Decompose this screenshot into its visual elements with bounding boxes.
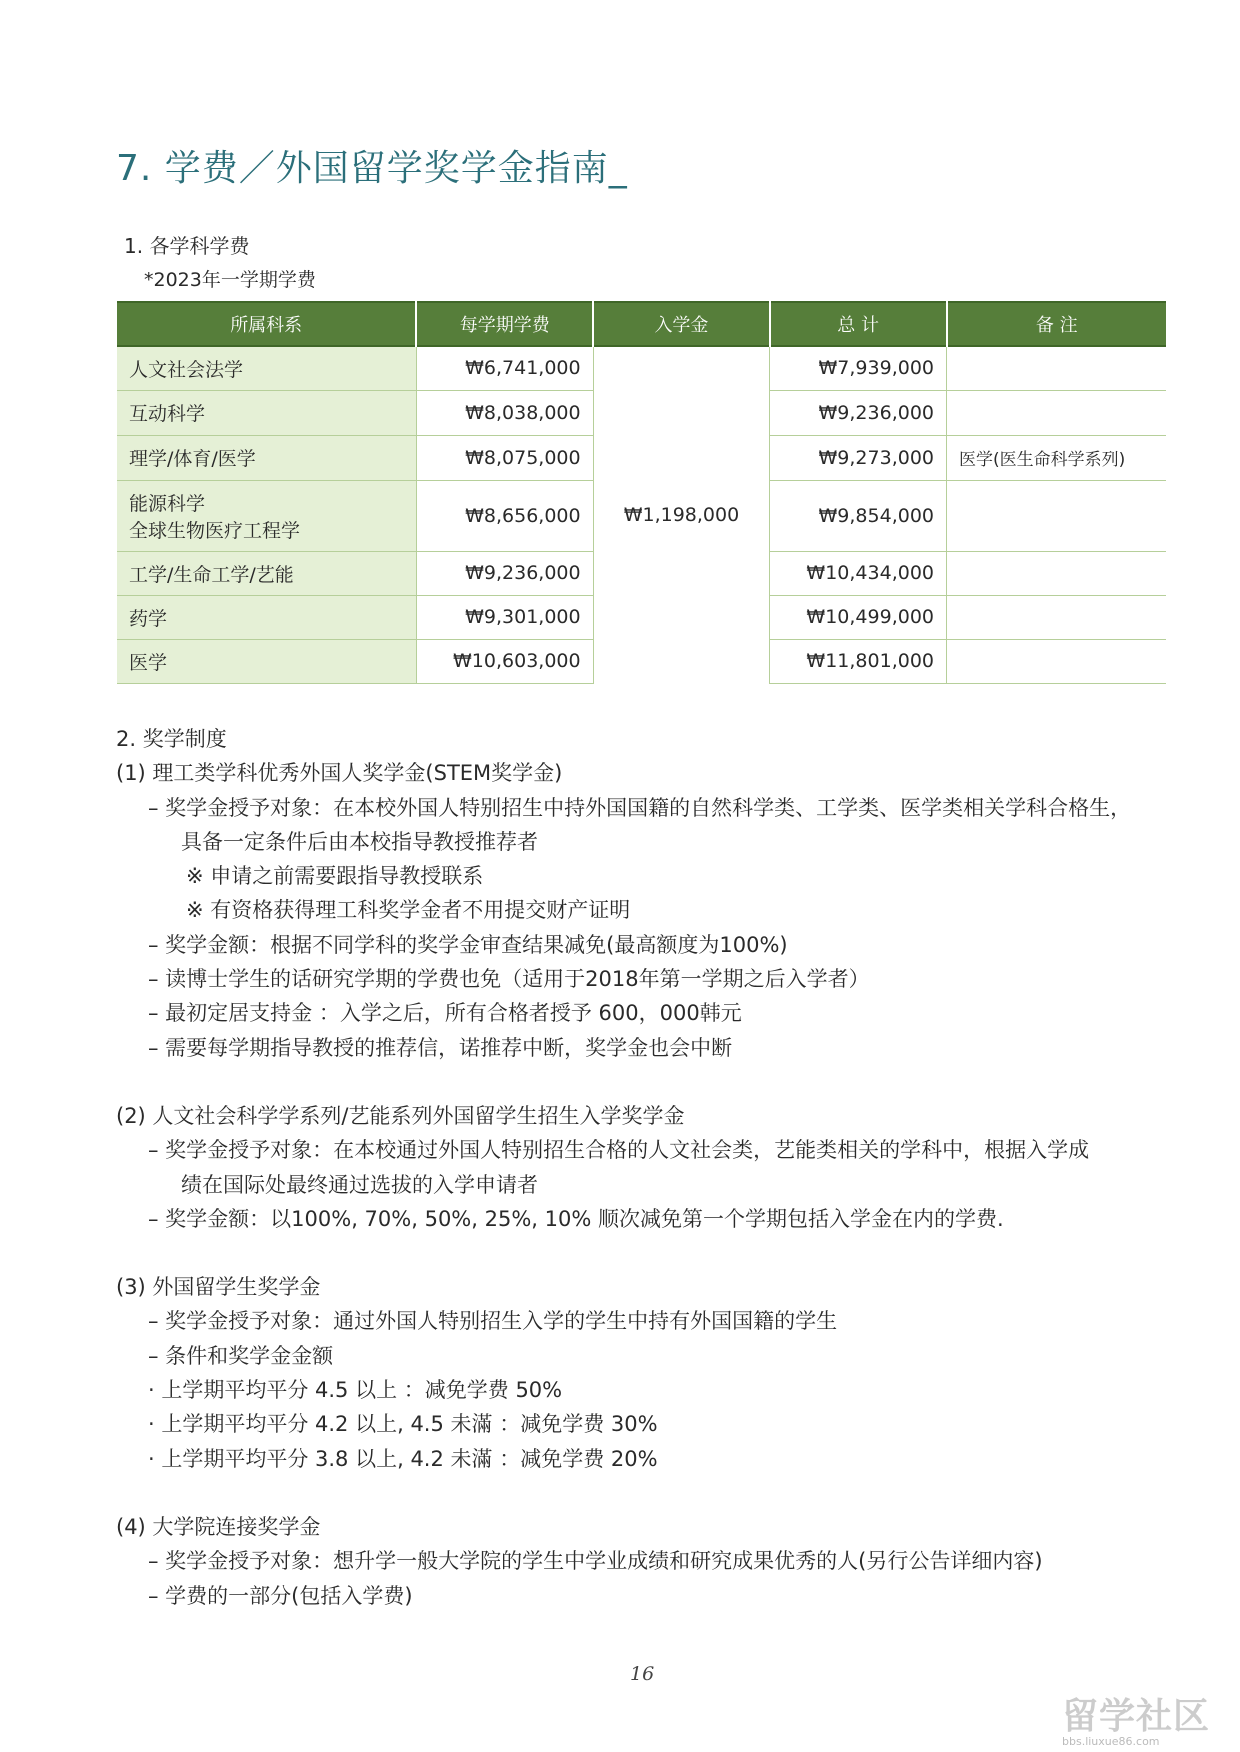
watermark-url: bbs.liuxue86.com: [1062, 1735, 1160, 1748]
scholarship-3-line: · 上学期平均平分 4.2 以上, 4.5 未滿 ：减免学费 30%: [148, 1412, 658, 1437]
tuition-cell: ₩8,656,000: [416, 480, 593, 551]
scholarship-1-line: – 奖学金额：根据不同学科的奖学金审查结果减免(最高额度为100%): [148, 932, 788, 957]
watermark: [1062, 1688, 1234, 1748]
dept-cell: 人文社会法学: [117, 346, 416, 390]
section-2-heading: 2. 奖学制度: [116, 727, 227, 751]
scholarship-1-line: – 奖学金授予对象：在本校外国人特别招生中持外国国籍的自然科学类、工学类、医学类相关学科合格生，: [148, 795, 1132, 820]
scholarship-3-heading: (3) 外国留学生奖学金: [116, 1275, 321, 1300]
tuition-table: [117, 301, 1166, 684]
dept-cell: 医学: [117, 639, 416, 683]
scholarship-3-line: · 上学期平均平分 4.5 以上 ：减免学费 50%: [148, 1378, 563, 1403]
scholarship-1-line: ※ 有资格获得理工科奖学金者不用提交财产证明: [186, 898, 631, 923]
total-cell: ₩9,236,000: [770, 390, 947, 435]
dept-line-1: 能源科学: [129, 492, 206, 515]
tuition-cell: ₩6,741,000: [416, 346, 593, 390]
col-header-tuition: 每学期学费: [416, 302, 593, 346]
table-header-row: [117, 302, 1166, 346]
remark-cell: [947, 551, 1167, 595]
table-row: [117, 346, 1166, 390]
scholarship-3-line: · 上学期平均平分 3.8 以上, 4.2 未滿 ：减免学费 20%: [148, 1446, 658, 1471]
scholarship-1-line: 具备一定条件后由本校指导教授推荐者: [181, 829, 538, 854]
total-cell: ₩10,499,000: [770, 595, 947, 639]
scholarship-4-line: – 奖学金授予对象：想升学一般大学院的学生中学业成绩和研究成果优秀的人(另行公告详细内容): [148, 1549, 1043, 1574]
col-header-department: 所属科系: [117, 302, 416, 346]
scholarship-1-line: ※ 申请之前需要跟指导教授联系: [186, 864, 484, 889]
scholarship-2-line: 绩在国际处最终通过选拔的入学申请者: [181, 1172, 538, 1197]
scholarship-2-line: – 奖学金授予对象：在本校通过外国人特别招生合格的人文社会类，艺能类相关的学科中，根据入学成: [148, 1138, 1090, 1163]
total-cell: ₩9,854,000: [770, 480, 947, 551]
tuition-cell: ₩10,603,000: [416, 639, 593, 683]
page-number: 16: [630, 1663, 655, 1685]
col-header-total: 总 计: [770, 302, 947, 346]
dept-cell: 药学: [117, 595, 416, 639]
dept-cell: [117, 480, 416, 551]
tuition-cell: ₩9,236,000: [416, 551, 593, 595]
remark-cell: [947, 346, 1167, 390]
scholarship-1-line: – 需要每学期指导教授的推荐信，诺推荐中断，奖学金也会中断: [148, 1035, 733, 1060]
scholarship-section: [116, 722, 1176, 1613]
section-1-heading: 1. 各学科学费: [124, 234, 250, 258]
scholarship-2-line: – 奖学金额：以100%, 70%, 50%, 25%, 10% 顺次减免第一个学期包括入学金在内的学费.: [148, 1206, 1004, 1231]
dept-cell: 互动科学: [117, 390, 416, 435]
scholarship-4-heading: (4) 大学院连接奖学金: [116, 1514, 321, 1539]
remark-cell: [947, 390, 1167, 435]
total-cell: ₩9,273,000: [770, 435, 947, 480]
page-title: 7. 学费／外国留学奖学金指南_: [116, 148, 628, 189]
col-header-remark: 备 注: [947, 302, 1167, 346]
remark-cell: [947, 639, 1167, 683]
dept-cell: 工学/生命工学/艺能: [117, 551, 416, 595]
total-cell: ₩7,939,000: [770, 346, 947, 390]
remark-cell: [947, 480, 1167, 551]
total-cell: ₩11,801,000: [770, 639, 947, 683]
tuition-cell: ₩8,075,000: [416, 435, 593, 480]
admission-fee-cell: ₩1,198,000: [593, 346, 770, 683]
tuition-cell: ₩8,038,000: [416, 390, 593, 435]
watermark-logo-text: 留学社区: [1062, 1696, 1211, 1737]
total-cell: ₩10,434,000: [770, 551, 947, 595]
dept-cell: 理学/体育/医学: [117, 435, 416, 480]
scholarship-3-line: – 条件和奖学金金额: [148, 1343, 334, 1368]
scholarship-3-line: – 奖学金授予对象：通过外国人特别招生入学的学生中持有外国国籍的学生: [148, 1309, 838, 1334]
tuition-cell: ₩9,301,000: [416, 595, 593, 639]
scholarship-1-heading: (1) 理工类学科优秀外国人奖学金(STEM奖学金): [116, 761, 563, 786]
scholarship-1-line: – 读博士学生的话研究学期的学费也免（适用于2018年第一学期之后入学者）: [148, 967, 870, 992]
col-header-admission-fee: 入学金: [593, 302, 770, 346]
remark-cell: [947, 595, 1167, 639]
dept-line-2: 全球生物医疗工程学: [129, 519, 301, 542]
scholarship-1-line: – 最初定居支持金 ：入学之后，所有合格者授予 600，000韩元: [148, 1001, 742, 1026]
tuition-period-note: *2023年一学期学费: [144, 269, 316, 291]
scholarship-2-heading: (2) 人文社会科学学系列/艺能系列外国留学生招生入学奖学金: [116, 1103, 685, 1128]
remark-cell: 医学(医生命科学系列): [947, 435, 1167, 480]
scholarship-4-line: – 学费的一部分(包括入学费): [148, 1583, 413, 1608]
